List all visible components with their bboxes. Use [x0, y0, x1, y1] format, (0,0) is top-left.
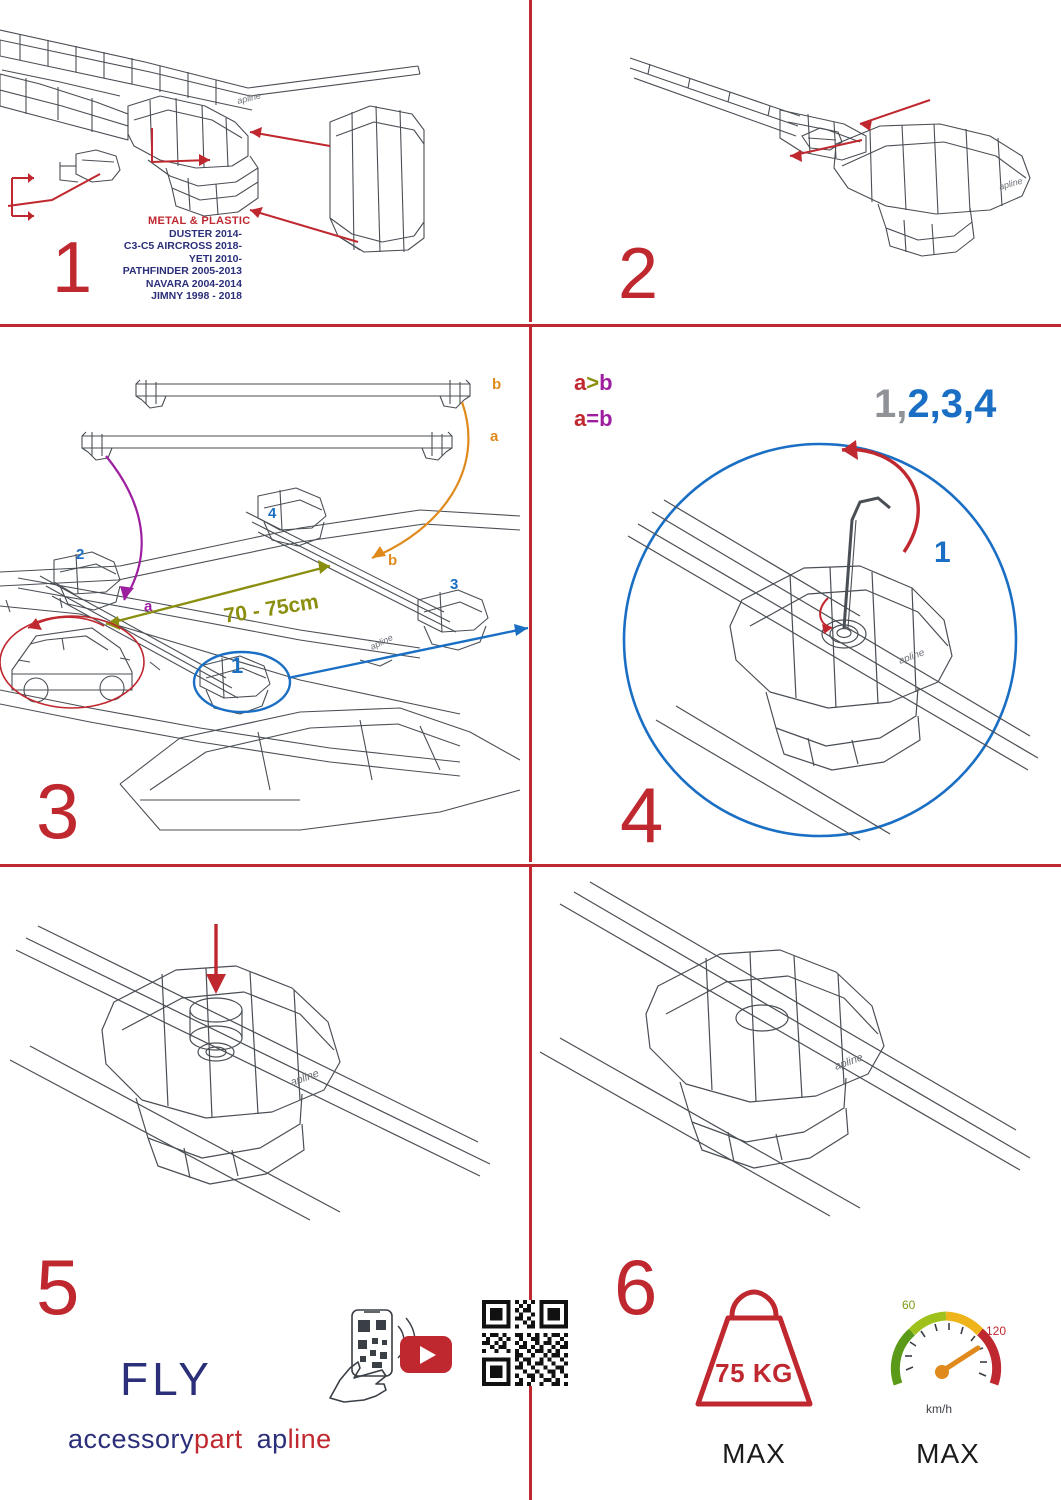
- svg-text:apline: apline: [236, 90, 262, 106]
- vehicle-item: DUSTER 2014-: [169, 228, 242, 240]
- speed-limit-gauge: [886, 1298, 1006, 1416]
- compare-a-gt-b: [574, 370, 613, 396]
- speed-unit-label: km/h: [926, 1402, 953, 1416]
- label-foot-4: 4: [268, 505, 277, 522]
- step4-callout-1: 1: [934, 536, 951, 569]
- vehicle-item: C3-C5 AIRCROSS 2018-: [123, 240, 242, 253]
- youtube-icon[interactable]: [400, 1336, 452, 1373]
- brand-accessory: accessory: [68, 1424, 195, 1454]
- svg-text:apline: apline: [897, 647, 927, 667]
- divider-mid-row3: [529, 867, 532, 1500]
- vehicle-item: PATHFINDER 2005-2013: [122, 265, 242, 278]
- step-number-2: 2: [618, 234, 658, 314]
- dimension-label: 70 - 75cm: [222, 590, 321, 628]
- order-rest: 2,3,4: [907, 382, 997, 426]
- gauge-max-label: 120: [986, 1324, 1007, 1338]
- weight-value: 75 KG: [715, 1358, 793, 1388]
- compare1-b: b: [599, 370, 613, 395]
- step-number-4: 4: [620, 771, 663, 859]
- step5-illustration: [10, 890, 520, 1220]
- compare2-b: b: [599, 406, 613, 431]
- brand-wordmark: [68, 1424, 332, 1455]
- gauge-min-label: 60: [902, 1298, 916, 1312]
- svg-text:apline: apline: [997, 175, 1024, 192]
- label-bar-b: b: [492, 376, 502, 393]
- vehicle-compatibility-list: [0, 228, 242, 308]
- compare1-op: >: [586, 370, 600, 395]
- label-foot-3: 3: [450, 576, 459, 593]
- brand-line: line: [287, 1424, 332, 1454]
- step2-illustration: [630, 40, 1050, 260]
- vehicle-item: NAVARA 2004-2014: [145, 277, 242, 290]
- vehicle-item: YETI 2010-: [188, 252, 242, 265]
- svg-text:apline: apline: [288, 1067, 321, 1089]
- order-first: 1,: [874, 382, 908, 426]
- label-roof-b: b: [388, 552, 398, 569]
- svg-text:apline: apline: [368, 632, 395, 652]
- step-number-1: 1: [52, 228, 92, 308]
- tighten-order-label: [874, 382, 996, 427]
- qr-code[interactable]: [482, 1300, 568, 1386]
- label-foot-2: 2: [76, 546, 85, 563]
- step-number-6: 6: [614, 1243, 657, 1331]
- compare2-op: =: [586, 406, 600, 431]
- material-note: METAL & PLASTIC: [148, 215, 251, 227]
- label-foot-1: 1: [231, 653, 244, 678]
- step-number-3: 3: [36, 767, 79, 855]
- compare1-a: a: [574, 370, 587, 395]
- weight-limit-icon: [690, 1288, 818, 1412]
- brand-part: part: [194, 1424, 243, 1454]
- label-roof-a: a: [144, 598, 153, 615]
- fly-wordmark: FLY: [120, 1353, 213, 1405]
- step-number-5: 5: [36, 1243, 79, 1331]
- weight-max-label: MAX: [722, 1438, 786, 1469]
- divider-mid-row1: [529, 0, 532, 322]
- brand-ap: ap: [256, 1424, 288, 1454]
- svg-text:apline: apline: [832, 1051, 865, 1073]
- step6-illustration: [540, 876, 1050, 1216]
- vehicle-item: JIMNY 1998 - 2018: [151, 289, 242, 302]
- label-bar-a: a: [490, 428, 499, 445]
- compare2-a: a: [574, 406, 587, 431]
- speed-max-label: MAX: [916, 1438, 980, 1469]
